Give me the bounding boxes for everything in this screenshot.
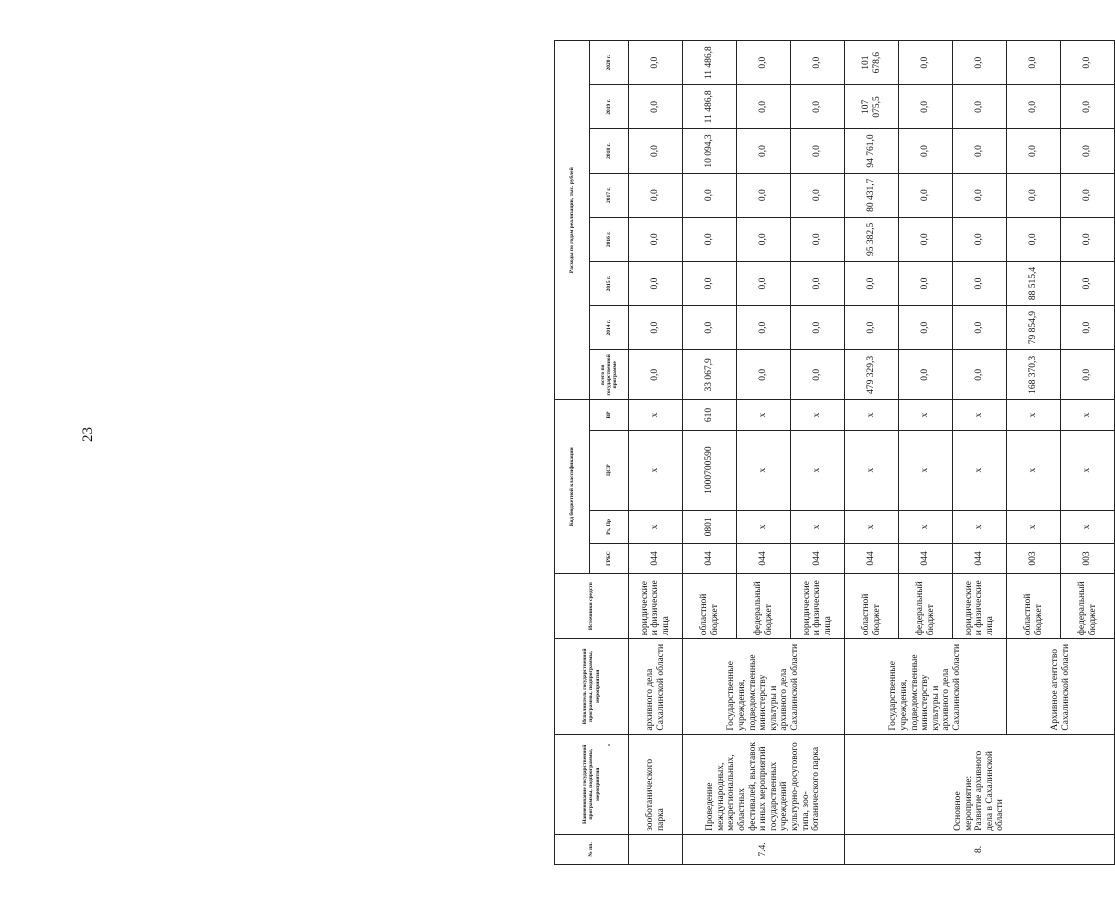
csr-cell: x (899, 430, 953, 510)
vr-cell: x (1061, 400, 1115, 430)
measure-name-cell: Основное мероприятие: Развитие архивного дела в Сахалинской области (845, 734, 1115, 834)
year-value-cell: 0,0 (1061, 217, 1115, 261)
year-value-cell: 80 431,7 (845, 173, 899, 217)
year-value-cell: 0,0 (1061, 41, 1115, 85)
year-value-cell: 0,0 (683, 217, 737, 261)
year-value-cell: 0,0 (737, 129, 791, 173)
col-header-rzpr: Рз, Пр (590, 510, 629, 543)
rzpr-cell: x (953, 510, 1007, 543)
year-value-cell: 0,0 (629, 129, 683, 173)
csr-cell: 1000700590 (683, 430, 737, 510)
year-value-cell: 0,0 (953, 85, 1007, 129)
year-value-cell: 0,0 (629, 261, 683, 305)
executor-cell: Государственные учреждения, подведомственные министерству культуры и архивного дела Сахалинской области (845, 639, 1007, 734)
source-cell: юридические и физические лица (791, 574, 845, 639)
source-cell: юридические и физические лица (629, 574, 683, 639)
year-value-cell: 10 094,3 (683, 129, 737, 173)
vr-cell: x (1007, 400, 1061, 430)
executor-cell: архивного дела Сахалинской области (629, 639, 683, 734)
year-value-cell: 79 854,9 (1007, 306, 1061, 350)
year-value-cell: 0,0 (953, 261, 1007, 305)
year-value-cell: 0,0 (899, 85, 953, 129)
year-value-cell: 101 678,6 (845, 41, 899, 85)
year-value-cell: 0,0 (1061, 173, 1115, 217)
table-row (845, 41, 899, 865)
rzpr-cell: x (1007, 510, 1061, 543)
year-value-cell: 0,0 (791, 41, 845, 85)
year-value-cell: 0,0 (899, 41, 953, 85)
grbs-cell: 044 (953, 543, 1007, 573)
col-header-year: 2016 г. (590, 217, 629, 261)
csr-cell: x (791, 430, 845, 510)
vr-cell: 610 (683, 400, 737, 430)
col-header-executor: Исполнитель государственной программы, подпрограммы, мероприятия (555, 639, 629, 734)
grbs-cell: 044 (629, 543, 683, 573)
vr-cell: x (737, 400, 791, 430)
total-cell: 33 067,9 (683, 350, 737, 400)
col-header-year: 2018 г. (590, 129, 629, 173)
vr-cell: x (845, 400, 899, 430)
year-value-cell: 0,0 (1007, 85, 1061, 129)
col-header-vr: ВР (590, 400, 629, 430)
col-header-name: Наименование государственной программы, подпрограммы, мероприятия (555, 734, 629, 834)
year-value-cell: 0,0 (791, 306, 845, 350)
col-header-grbs: ГРБС (590, 543, 629, 573)
year-value-cell: 0,0 (953, 41, 1007, 85)
total-cell: 479 329,3 (845, 350, 899, 400)
rzpr-cell: x (629, 510, 683, 543)
year-value-cell: 0,0 (683, 306, 737, 350)
csr-cell: x (1007, 430, 1061, 510)
rzpr-cell: x (791, 510, 845, 543)
grbs-cell: 003 (1061, 543, 1115, 573)
grbs-cell: 044 (899, 543, 953, 573)
rzpr-cell: x (1061, 510, 1115, 543)
measure-name-cell: зооботанического парка (629, 734, 683, 834)
source-cell: областной бюджет (683, 574, 737, 639)
year-value-cell: 0,0 (1061, 306, 1115, 350)
col-header-year: 2019 г. (590, 85, 629, 129)
source-cell: федеральный бюджет (1061, 574, 1115, 639)
year-value-cell: 0,0 (1061, 85, 1115, 129)
csr-cell: x (737, 430, 791, 510)
year-value-cell: 0,0 (629, 173, 683, 217)
grbs-cell: 003 (1007, 543, 1061, 573)
year-value-cell: 11 486,8 (683, 41, 737, 85)
year-value-cell: 0,0 (737, 306, 791, 350)
vr-cell: x (899, 400, 953, 430)
year-value-cell: 0,0 (683, 173, 737, 217)
year-value-cell: 0,0 (899, 217, 953, 261)
year-value-cell: 0,0 (791, 173, 845, 217)
year-value-cell: 95 382,5 (845, 217, 899, 261)
source-cell: федеральный бюджет (737, 574, 791, 639)
year-value-cell: 0,0 (1007, 173, 1061, 217)
rzpr-cell: 0801 (683, 510, 737, 543)
grbs-cell: 044 (791, 543, 845, 573)
year-value-cell: 0,0 (899, 306, 953, 350)
csr-cell: x (1061, 430, 1115, 510)
year-value-cell: 94 761,0 (845, 129, 899, 173)
year-value-cell: 0,0 (899, 261, 953, 305)
col-header-expenses: Расходы по годам реализации, тыс. рублей (555, 41, 590, 400)
year-value-cell: 0,0 (737, 41, 791, 85)
year-value-cell: 0,0 (629, 306, 683, 350)
year-value-cell: 0,0 (1007, 41, 1061, 85)
year-value-cell: 0,0 (953, 129, 1007, 173)
year-value-cell: 0,0 (953, 217, 1007, 261)
total-cell: 0,0 (899, 350, 953, 400)
year-value-cell: 0,0 (737, 261, 791, 305)
total-cell: 168 370,3 (1007, 350, 1061, 400)
year-value-cell: 0,0 (953, 306, 1007, 350)
page-number: 23 (80, 427, 96, 442)
year-value-cell: 0,0 (629, 217, 683, 261)
executor-cell: Государственные учреждения, подведомственные министерству культуры и архивного дела Сахалинской области (683, 639, 845, 734)
row-number-cell (629, 834, 683, 864)
measure-name-cell: Проведение международных, межрегиональных, областных фестивалей, выставок и иных мероприятий государственных учреждений культурно-досугового типа, зооботанического парка (683, 734, 845, 834)
vr-cell: x (953, 400, 1007, 430)
year-value-cell: 0,0 (1061, 129, 1115, 173)
table-row (629, 41, 683, 865)
grbs-cell: 044 (737, 543, 791, 573)
table-row (683, 41, 737, 865)
col-header-budget-code: Код бюджетной классификации (555, 400, 590, 574)
row-number-cell: 7.4. (683, 834, 845, 864)
year-value-cell: 0,0 (1007, 217, 1061, 261)
year-value-cell: 0,0 (953, 173, 1007, 217)
year-value-cell: 0,0 (845, 306, 899, 350)
source-cell: федеральный бюджет (899, 574, 953, 639)
year-value-cell: 0,0 (899, 129, 953, 173)
year-value-cell: 0,0 (1061, 261, 1115, 305)
source-cell: областной бюджет (845, 574, 899, 639)
executor-cell: Архивное агентство Сахалинской области (1007, 639, 1115, 734)
col-header-year: 2015 г. (590, 261, 629, 305)
col-header-csr: ЦСР (590, 430, 629, 510)
year-value-cell: 0,0 (737, 173, 791, 217)
budget-table (554, 40, 1115, 865)
source-cell: областной бюджет (1007, 574, 1061, 639)
year-value-cell: 0,0 (683, 261, 737, 305)
year-value-cell: 11 486,8 (683, 85, 737, 129)
scan-speck (608, 744, 610, 746)
row-number-cell: 8. (845, 834, 1115, 864)
year-value-cell: 0,0 (629, 85, 683, 129)
year-value-cell: 0,0 (899, 173, 953, 217)
col-header-year: 2014 г. (590, 306, 629, 350)
year-value-cell: 0,0 (791, 261, 845, 305)
csr-cell: x (845, 430, 899, 510)
year-value-cell: 107 075,5 (845, 85, 899, 129)
rzpr-cell: x (845, 510, 899, 543)
total-cell: 0,0 (737, 350, 791, 400)
source-cell: юридические и физические лица (953, 574, 1007, 639)
col-header-num: № пп. (555, 834, 629, 864)
rzpr-cell: x (899, 510, 953, 543)
year-value-cell: 0,0 (737, 217, 791, 261)
year-value-cell: 88 515,4 (1007, 261, 1061, 305)
total-cell: 0,0 (1061, 350, 1115, 400)
year-value-cell: 0,0 (737, 85, 791, 129)
year-value-cell: 0,0 (791, 217, 845, 261)
vr-cell: x (629, 400, 683, 430)
vr-cell: x (791, 400, 845, 430)
col-header-year: 2020 г. (590, 41, 629, 85)
total-cell: 0,0 (953, 350, 1007, 400)
year-value-cell: 0,0 (791, 129, 845, 173)
grbs-cell: 044 (845, 543, 899, 573)
year-value-cell: 0,0 (1007, 129, 1061, 173)
year-value-cell: 0,0 (845, 261, 899, 305)
total-cell: 0,0 (629, 350, 683, 400)
year-value-cell: 0,0 (629, 41, 683, 85)
rotated-table-wrapper (554, 40, 1098, 865)
col-header-source: Источники средств (555, 574, 629, 639)
col-header-total: всего по государственной программе (590, 350, 629, 400)
csr-cell: x (629, 430, 683, 510)
csr-cell: x (953, 430, 1007, 510)
rzpr-cell: x (737, 510, 791, 543)
total-cell: 0,0 (791, 350, 845, 400)
year-value-cell: 0,0 (791, 85, 845, 129)
grbs-cell: 044 (683, 543, 737, 573)
col-header-year: 2017 г. (590, 173, 629, 217)
